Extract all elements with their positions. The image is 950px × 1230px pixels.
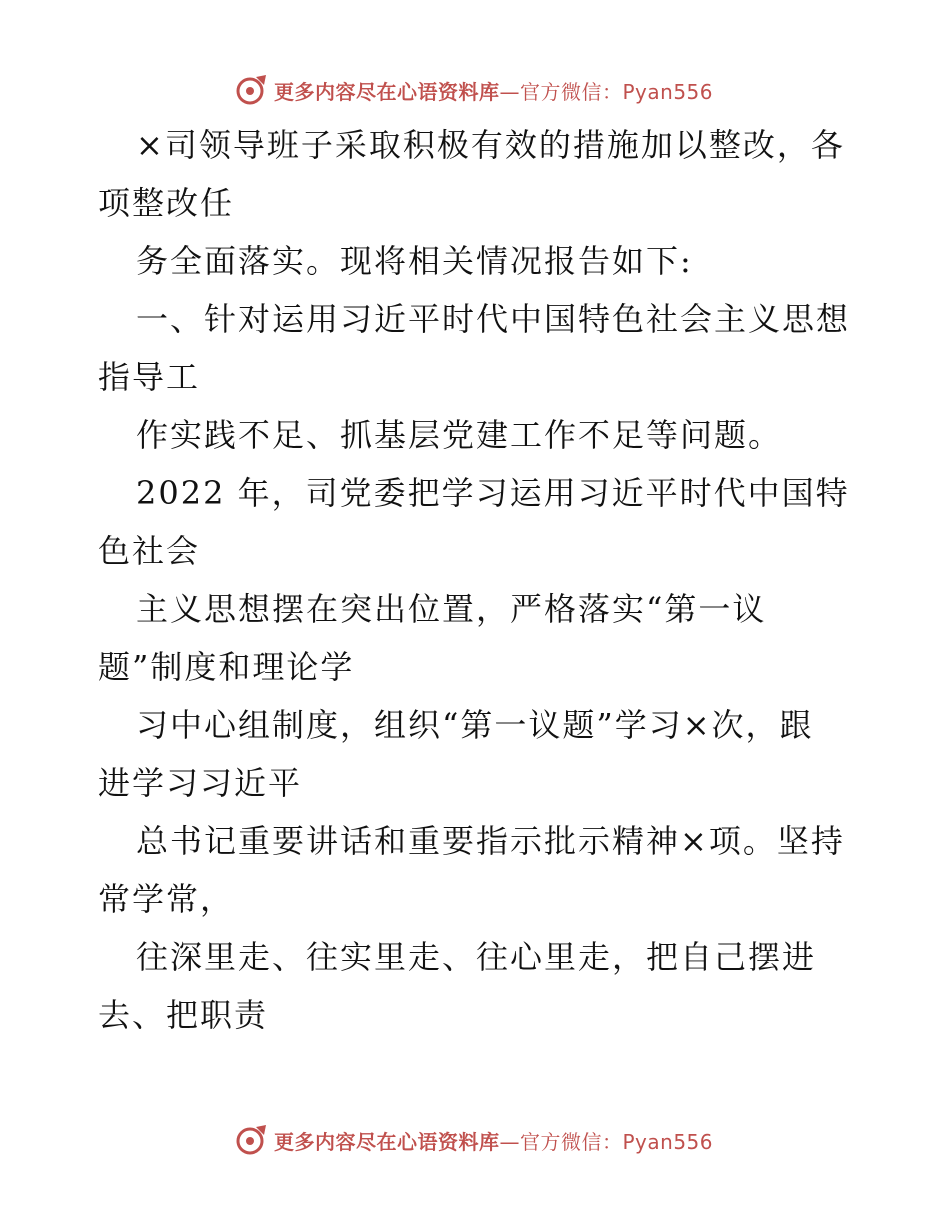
pen-nib-logo-icon — [234, 73, 268, 107]
text-line: 往深里走、往实里走、往心里走，把自己摆进 — [136, 938, 817, 976]
text-line: 指导工 — [98, 358, 201, 396]
banner-text — [274, 76, 713, 105]
text-line: 题”制度和理论学 — [98, 648, 355, 686]
banner-lead: 更多内容尽在心语资料库 — [274, 1129, 500, 1154]
text-line: 色社会 — [98, 532, 201, 570]
text-line: 务全面落实。现将相关情况报告如下: — [136, 242, 693, 280]
text-line: 去、把职责 — [98, 996, 269, 1034]
banner-tail: —官方微信：Pyan556 — [499, 1129, 714, 1154]
text-line: 2022 年，司党委把学习运用习近平时代中国特 — [136, 474, 850, 512]
text-line: 一、针对运用习近平时代中国特色社会主义思想 — [136, 300, 851, 338]
banner-lead: 更多内容尽在心语资料库 — [274, 79, 500, 104]
text-line: 进学习习近平 — [98, 764, 303, 802]
pen-nib-logo-icon — [234, 1123, 268, 1157]
footer-banner — [234, 1122, 713, 1158]
text-line: 习中心组制度，组织“第一议题”学习×次，跟 — [136, 706, 814, 744]
text-line: 作实践不足、抓基层党建工作不足等问题。 — [136, 416, 783, 454]
text-line: 主义思想摆在突出位置，严格落实“第一议 — [136, 590, 767, 628]
document-body — [98, 116, 858, 1044]
text-line: ×司领导班子采取积极有效的措施加以整改，各 — [136, 126, 845, 164]
header-banner — [234, 72, 713, 108]
banner-tail: —官方微信：Pyan556 — [499, 79, 714, 104]
banner-text — [274, 1126, 713, 1155]
text-line: 项整改任 — [98, 184, 235, 222]
text-line: 总书记重要讲话和重要指示批示精神×项。坚持 — [136, 822, 845, 860]
text-line: 常学常， — [98, 880, 235, 918]
